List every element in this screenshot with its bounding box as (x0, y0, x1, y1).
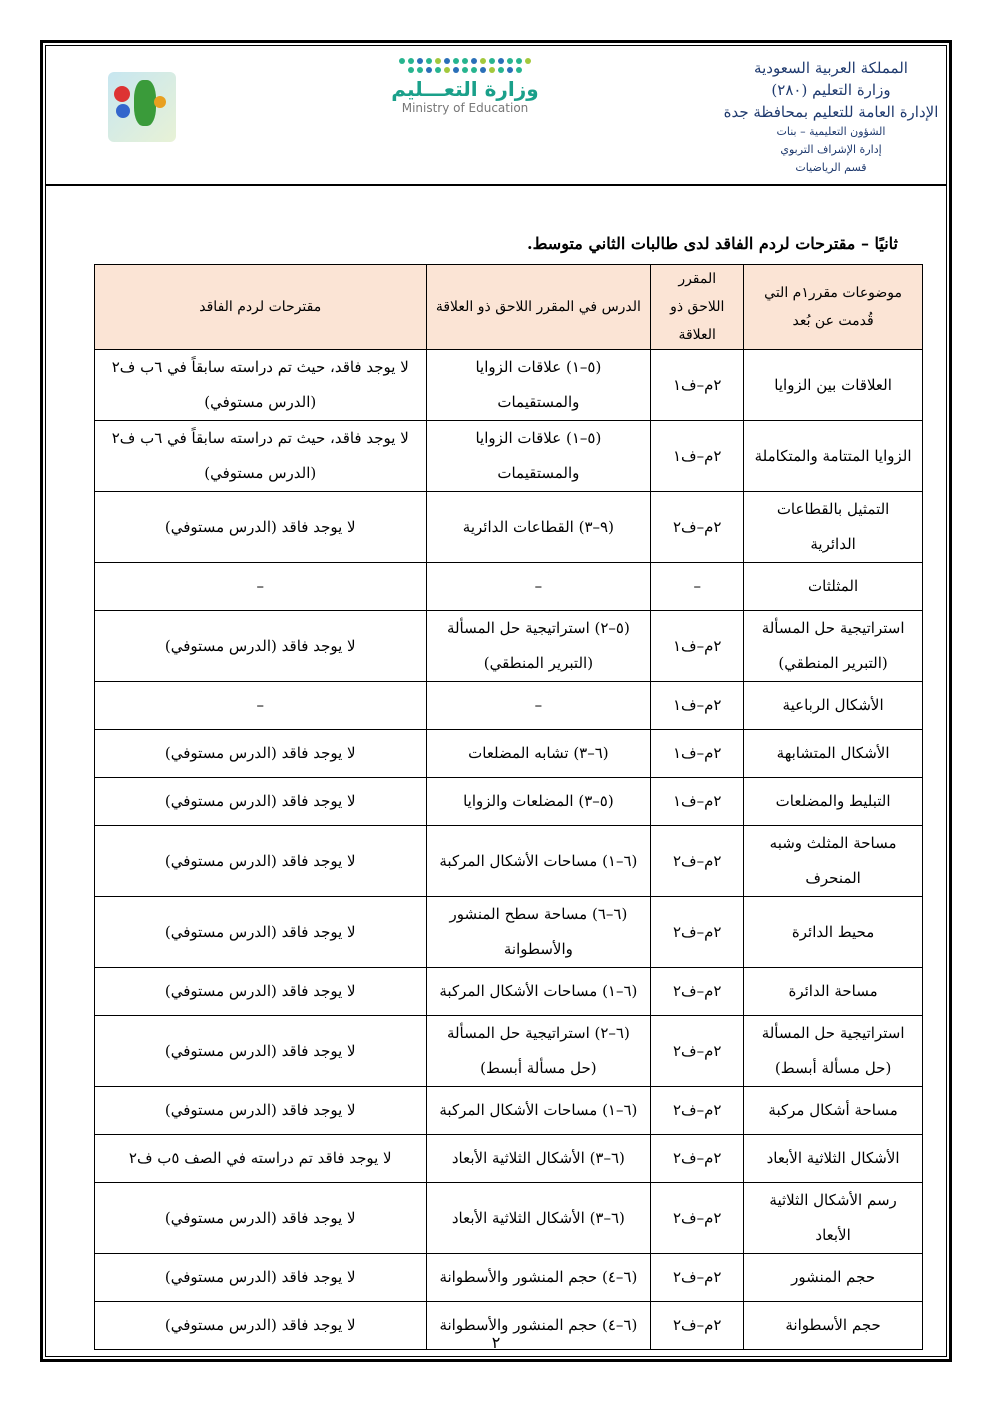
table-cell: (٦–٣) الأشكال الثلاثية الأبعاد (426, 1135, 651, 1183)
table-cell: ٢م–ف٢ (651, 968, 744, 1016)
table-cell: لا يوجد فاقد (الدرس مستوفي) (95, 1016, 427, 1087)
table-row (95, 682, 923, 730)
table-cell: مساحة الدائرة (744, 968, 923, 1016)
suggestions-table (94, 264, 923, 1350)
org-subline: إدارة الإشراف التربوي (780, 143, 882, 156)
table-cell: (٦–١) مساحات الأشكال المركبة (426, 968, 651, 1016)
table-cell: لا يوجد فاقد (الدرس مستوفي) (95, 778, 427, 826)
table-cell: (٦–٣) الأشكال الثلاثية الأبعاد (426, 1183, 651, 1254)
table-cell: حجم الأسطوانة (744, 1302, 923, 1350)
table-row (95, 897, 923, 968)
table-row (95, 611, 923, 682)
table-cell: (٥–٣) المضلعات والزوايا (426, 778, 651, 826)
table-cell: ٢م–ف٢ (651, 1135, 744, 1183)
ministry-name-en: Ministry of Education (401, 101, 529, 115)
table-cell: (٦–٣) تشابه المضلعات (426, 730, 651, 778)
table-cell: التمثيل بالقطاعات الدائرية (744, 492, 923, 563)
table-cell: لا يوجد فاقد (الدرس مستوفي) (95, 492, 427, 563)
table-cell: لا يوجد فاقد، حيث تم دراسته سابقاً في ٦ب ف٢ (الدرس مستوفي) (95, 421, 427, 492)
table-row (95, 1183, 923, 1254)
table-cell: استراتيجية حل المسألة (التبرير المنطقي) (744, 611, 923, 682)
logo-dots-icon (395, 58, 535, 73)
table-cell: مساحة المثلث وشبه المنحرف (744, 826, 923, 897)
table-row (95, 1135, 923, 1183)
org-line: الإدارة العامة للتعليم بمحافظة جدة (723, 103, 939, 121)
table-cell: ٢م–ف٢ (651, 1302, 744, 1350)
table-cell: لا يوجد فاقد (الدرس مستوفي) (95, 730, 427, 778)
table-cell: لا يوجد فاقد (الدرس مستوفي) (95, 1183, 427, 1254)
table-cell: (٩–٣) القطاعات الدائرية (426, 492, 651, 563)
table-cell: (٦–١) مساحات الأشكال المركبة (426, 1087, 651, 1135)
table-cell: – (651, 563, 744, 611)
table-cell: (٥–١) علاقات الزوايا والمستقيمات (426, 350, 651, 421)
table-cell: (٦–٢) استراتيجية حل المسألة (حل مسألة أبسط) (426, 1016, 651, 1087)
table-cell: (٦–٤) حجم المنشور والأسطوانة (426, 1254, 651, 1302)
table-cell: لا يوجد فاقد (الدرس مستوفي) (95, 826, 427, 897)
table-cell: استراتيجية حل المسألة (حل مسألة أبسط) (744, 1016, 923, 1087)
section-title: ثانيًا – مقترحات لردم الفاقد لدى طالبات الثاني متوسط. (527, 234, 898, 253)
table-cell: محيط الدائرة (744, 897, 923, 968)
table-cell: لا يوجد فاقد (الدرس مستوفي) (95, 1087, 427, 1135)
table-row (95, 778, 923, 826)
table-cell: ٢م–ف٢ (651, 897, 744, 968)
table-cell: ٢م–ف٢ (651, 1254, 744, 1302)
column-header: الدرس في المقرر اللاحق ذو العلاقة (426, 265, 651, 350)
table-cell: لا يوجد فاقد (الدرس مستوفي) (95, 611, 427, 682)
org-line: وزارة التعليم (٢٨٠) (771, 81, 891, 99)
table-row (95, 968, 923, 1016)
org-subline: الشؤون التعليمية – بنات (776, 125, 886, 138)
table-cell: الأشكال الثلاثية الأبعاد (744, 1135, 923, 1183)
table-cell: (٥–٢) استراتيجية حل المسألة (التبرير المنطقي) (426, 611, 651, 682)
table-cell: ٢م–ف٢ (651, 1087, 744, 1135)
table-header-row (95, 265, 923, 350)
organization-block (716, 57, 946, 177)
table-cell: (٦–٦) مساحة سطح المنشور والأسطوانة (426, 897, 651, 968)
table-cell: – (426, 563, 651, 611)
table-row (95, 1254, 923, 1302)
table-row (95, 421, 923, 492)
table-cell: (٦–٤) حجم المنشور والأسطوانة (426, 1302, 651, 1350)
table-cell: لا يوجد فاقد (الدرس مستوفي) (95, 1302, 427, 1350)
table-cell: لا يوجد فاقد (الدرس مستوفي) (95, 968, 427, 1016)
table-cell: حجم المنشور (744, 1254, 923, 1302)
table-row (95, 492, 923, 563)
column-header: المقرر اللاحق ذو العلاقة (651, 265, 744, 350)
table-row (95, 350, 923, 421)
column-header: مقترحات لردم الفاقد (95, 265, 427, 350)
table-cell: ٢م–ف٢ (651, 1016, 744, 1087)
table-cell: العلاقات بين الزوايا (744, 350, 923, 421)
table-cell: ٢م–ف٢ (651, 1183, 744, 1254)
table-cell: ٢م–ف٢ (651, 492, 744, 563)
table-cell: ٢م–ف١ (651, 350, 744, 421)
org-line: المملكة العربية السعودية (754, 59, 908, 77)
table-cell: ٢م–ف١ (651, 730, 744, 778)
table-cell: ٢م–ف١ (651, 421, 744, 492)
table-cell: – (426, 682, 651, 730)
table-row (95, 1016, 923, 1087)
table-cell: المثلثات (744, 563, 923, 611)
page-number: ٢ (491, 1333, 501, 1352)
org-subline: قسم الرياضيات (795, 161, 867, 174)
header-divider (45, 184, 947, 186)
table-row (95, 730, 923, 778)
ministry-name-ar: وزارة التعـــليم (391, 77, 539, 101)
table-cell: لا يوجد فاقد تم دراسته في الصف ٥ب ف٢ (95, 1135, 427, 1183)
table-cell: ٢م–ف٢ (651, 826, 744, 897)
table-row (95, 563, 923, 611)
table-row (95, 1087, 923, 1135)
table-cell: (٥–١) علاقات الزوايا والمستقيمات (426, 421, 651, 492)
table-cell: – (95, 682, 427, 730)
table-cell: – (95, 563, 427, 611)
table-cell: رسم الأشكال الثلاثية الأبعاد (744, 1183, 923, 1254)
table-cell: (٦–١) مساحات الأشكال المركبة (426, 826, 651, 897)
table-cell: الأشكال الرباعية (744, 682, 923, 730)
department-logo-icon (108, 72, 176, 142)
table-cell: لا يوجد فاقد، حيث تم دراسته سابقاً في ٦ب ف٢ (الدرس مستوفي) (95, 350, 427, 421)
table-row (95, 826, 923, 897)
table-cell: لا يوجد فاقد (الدرس مستوفي) (95, 1254, 427, 1302)
table-cell: مساحة أشكال مركبة (744, 1087, 923, 1135)
table-cell: ٢م–ف١ (651, 778, 744, 826)
ministry-logo (385, 58, 545, 115)
column-header: موضوعات مقرر١م التي قُدمت عن بُعد (744, 265, 923, 350)
table-cell: ٢م–ف١ (651, 682, 744, 730)
table-cell: ٢م–ف١ (651, 611, 744, 682)
table-cell: التبليط والمضلعات (744, 778, 923, 826)
table-cell: لا يوجد فاقد (الدرس مستوفي) (95, 897, 427, 968)
table-cell: الزوايا المتتامة والمتكاملة (744, 421, 923, 492)
table-cell: الأشكال المتشابهة (744, 730, 923, 778)
